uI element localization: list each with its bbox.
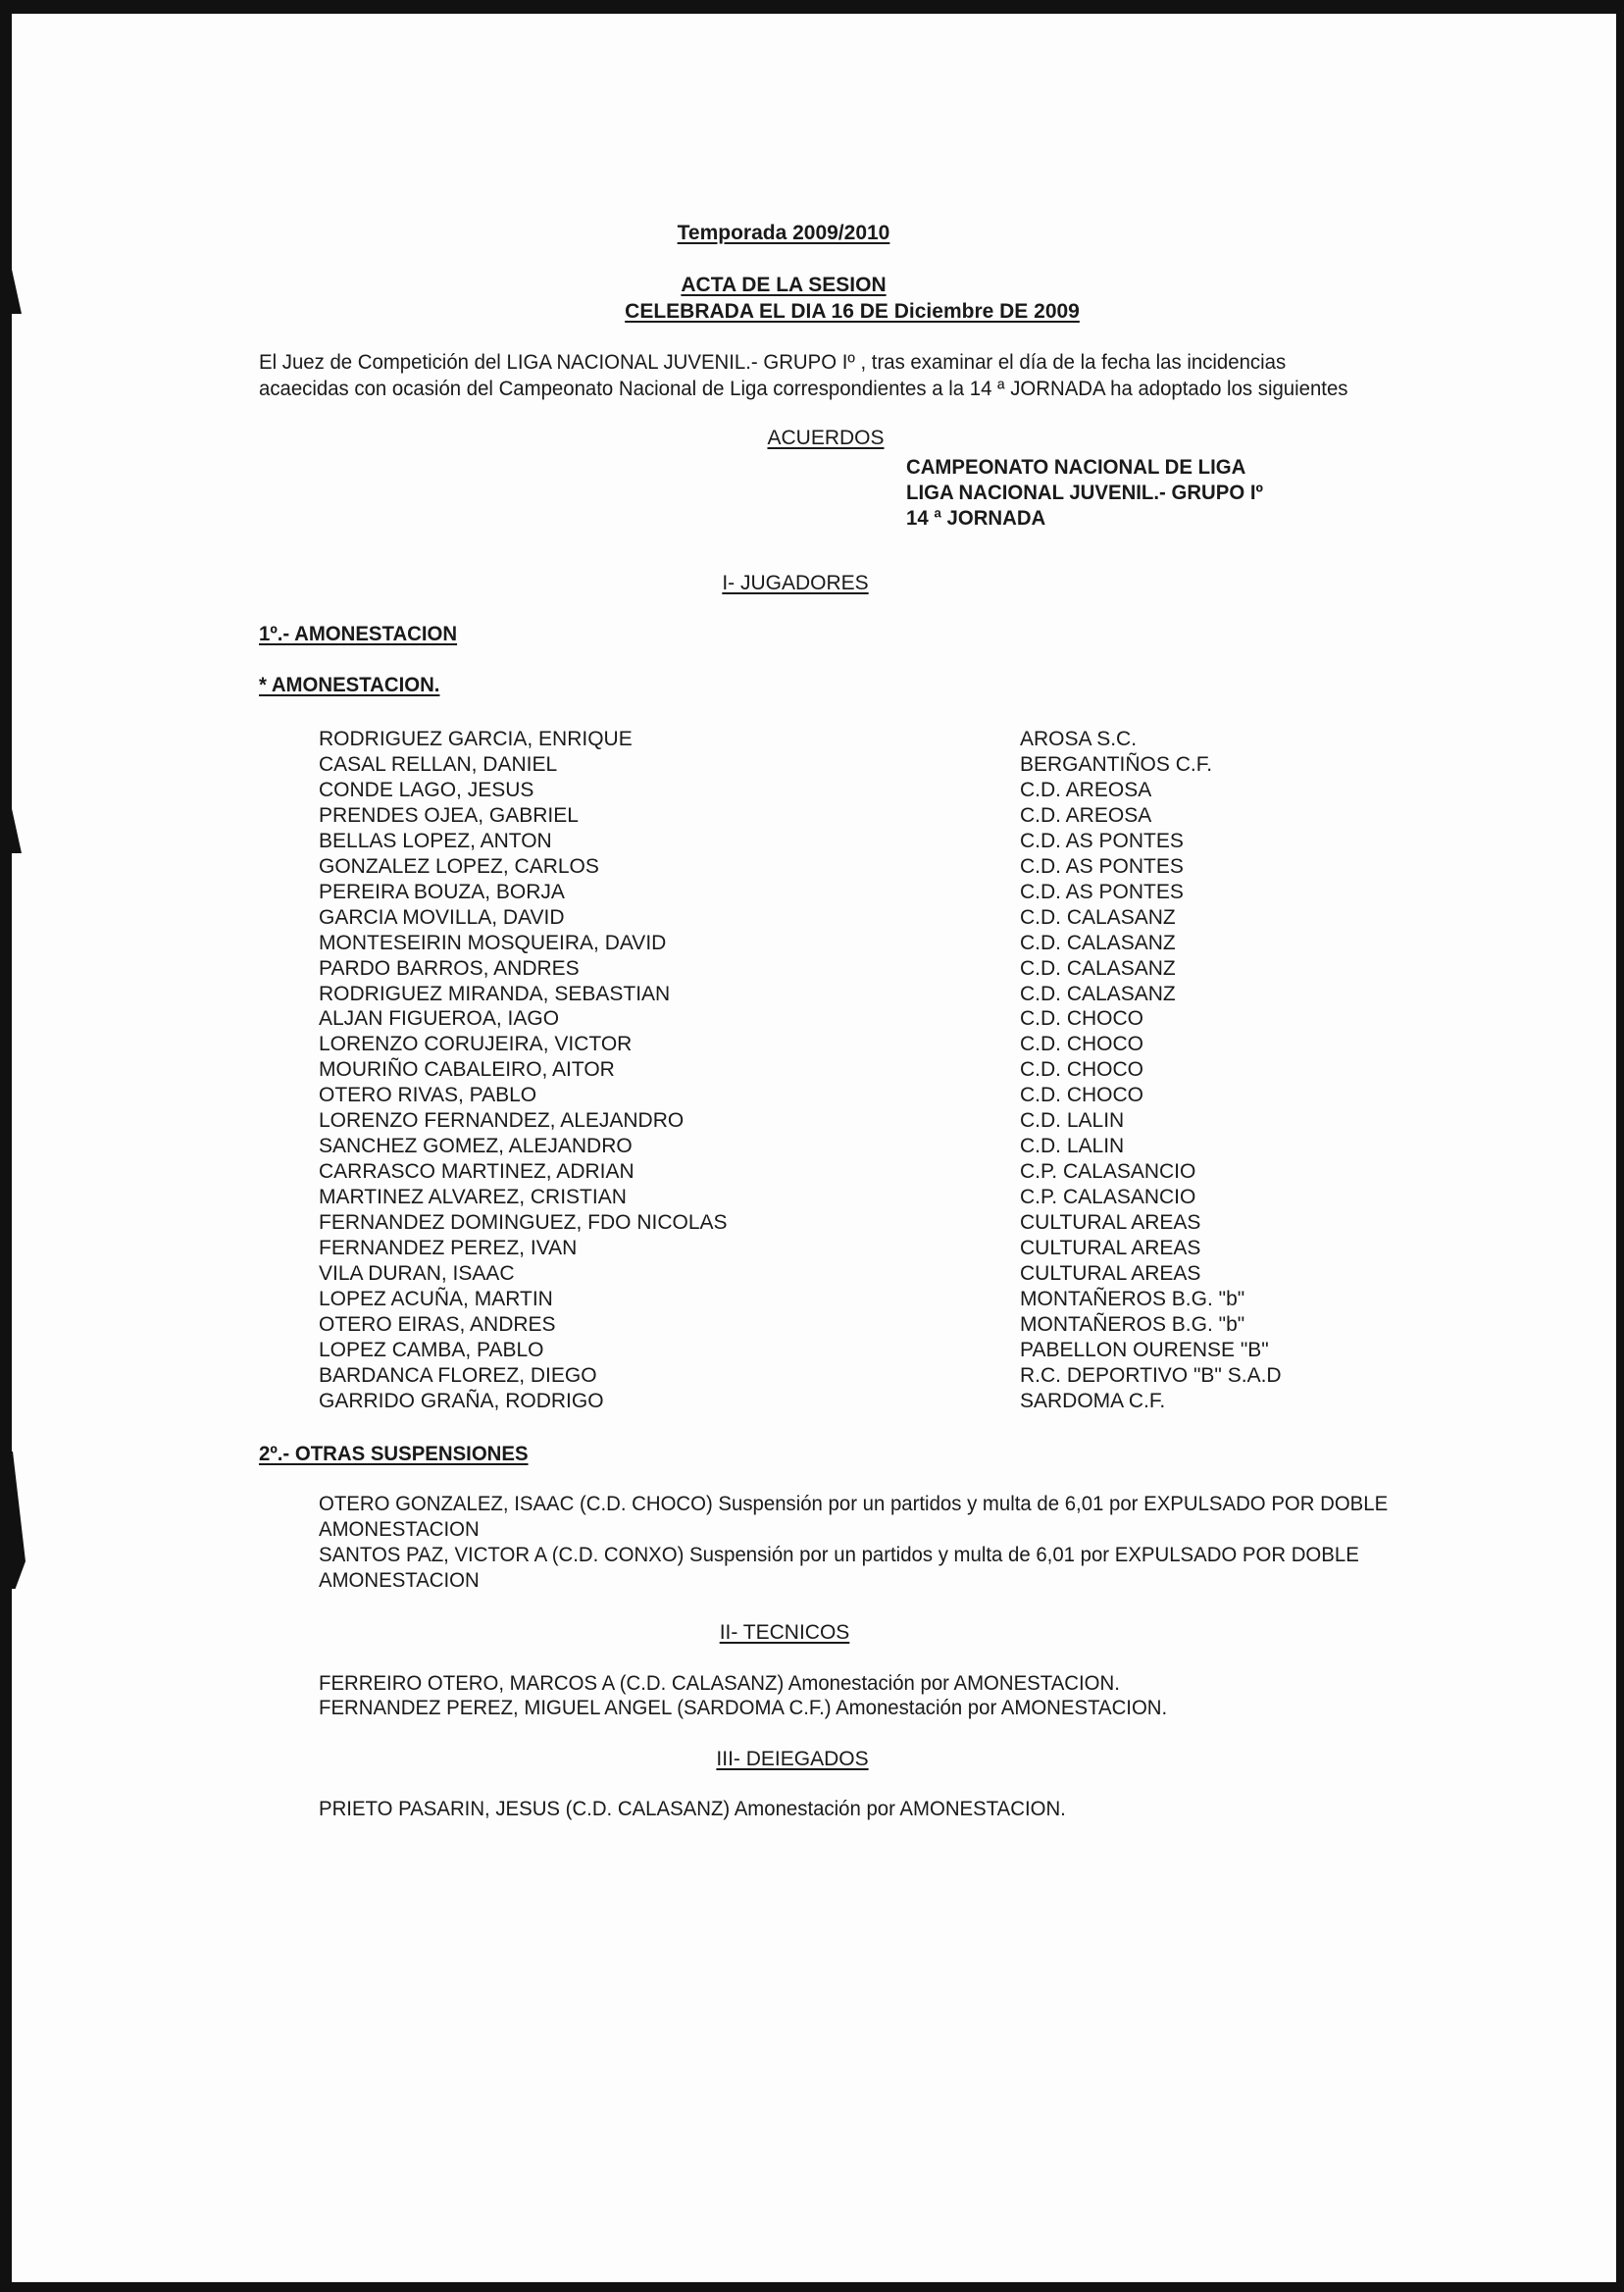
player-name: RODRIGUEZ GARCIA, ENRIQUE	[319, 728, 633, 750]
player-name: LORENZO FERNANDEZ, ALEJANDRO	[319, 1109, 685, 1133]
player-row	[319, 905, 1496, 931]
suspension-line: AMONESTACION	[319, 1569, 480, 1592]
player-row	[319, 1032, 1496, 1057]
player-club: C.D. LALIN	[1020, 1109, 1125, 1133]
player-row	[319, 880, 1496, 905]
suspension-line: SANTOS PAZ, VICTOR A (C.D. CONXO) Suspensión por un partidos y multa de 6,01 por EXPULSADO POR DOBLE	[319, 1544, 1359, 1566]
competition-line: CAMPEONATO NACIONAL DE LIGA	[906, 456, 1246, 479]
player-club: C.D. CHOCO	[1020, 1058, 1143, 1082]
player-name: LORENZO CORUJEIRA, VICTOR	[319, 1033, 633, 1056]
player-club: C.D. CALASANZ	[1020, 931, 1176, 954]
suspension-line: OTERO GONZALEZ, ISAAC (C.D. CHOCO) Suspensión por un partidos y multa de 6,01 por EXPULSADO POR DOBLE	[319, 1493, 1389, 1515]
player-row	[319, 931, 1496, 956]
player-club: C.D. CALASANZ	[1020, 905, 1176, 929]
player-row	[319, 1312, 1496, 1338]
competition-line: 14 ª JORNADA	[906, 507, 1046, 530]
player-name: BELLAS LOPEZ, ANTON	[319, 829, 552, 852]
player-row	[319, 1338, 1496, 1363]
player-row	[319, 1236, 1496, 1261]
player-club: C.D. CHOCO	[1020, 1084, 1143, 1107]
player-club: MONTAÑEROS B.G. "b"	[1020, 1312, 1245, 1336]
player-name: PRENDES OJEA, GABRIEL	[319, 803, 579, 827]
player-row	[319, 778, 1496, 803]
intro-line: El Juez de Competición del LIGA NACIONAL JUVENIL.- GRUPO Iº , tras examinar el día de la fecha las incidencias	[259, 351, 1287, 374]
player-row	[319, 1210, 1496, 1236]
player-club: PABELLON OURENSE "B"	[1020, 1338, 1269, 1361]
player-row	[319, 1363, 1496, 1389]
player-name: MONTESEIRIN MOSQUEIRA, DAVID	[319, 931, 667, 954]
player-row	[319, 854, 1496, 880]
player-club: C.D. CHOCO	[1020, 1007, 1143, 1031]
player-row	[319, 1261, 1496, 1287]
player-row	[319, 1389, 1496, 1414]
player-club: C.D. CALASANZ	[1020, 956, 1176, 980]
player-name: SANCHEZ GOMEZ, ALEJANDRO	[319, 1135, 633, 1158]
player-name: VILA DURAN, ISAAC	[319, 1262, 515, 1286]
player-name: CARRASCO MARTINEZ, ADRIAN	[319, 1160, 634, 1184]
jugadores-heading: I- JUGADORES	[722, 572, 869, 594]
player-name: MOURIÑO CABALEIRO, AITOR	[319, 1058, 615, 1082]
player-name: FERNANDEZ PEREZ, IVAN	[319, 1237, 578, 1260]
player-row	[319, 1159, 1496, 1185]
player-club: R.C. DEPORTIVO "B" S.A.D	[1020, 1363, 1282, 1387]
player-club: BERGANTIÑOS C.F.	[1020, 752, 1213, 776]
player-row	[319, 1134, 1496, 1159]
player-club: C.P. CALASANCIO	[1020, 1160, 1196, 1184]
section-amonestacion: 1º.- AMONESTACION	[259, 623, 458, 645]
player-club: CULTURAL AREAS	[1020, 1262, 1201, 1286]
player-row	[319, 1083, 1496, 1108]
player-club: SARDOMA C.F.	[1020, 1389, 1166, 1412]
section-otras-suspensiones: 2º.- OTRAS SUSPENSIONES	[259, 1443, 529, 1465]
player-club: AROSA S.C.	[1020, 728, 1138, 750]
session-date: CELEBRADA EL DIA 16 DE Diciembre DE 2009	[625, 300, 1080, 323]
player-name: LOPEZ CAMBA, PABLO	[319, 1338, 544, 1361]
player-club: C.D. AREOSA	[1020, 803, 1152, 827]
suspension-line: AMONESTACION	[319, 1518, 480, 1541]
player-row	[319, 1185, 1496, 1210]
player-name: FERNANDEZ DOMINGUEZ, FDO NICOLAS	[319, 1211, 728, 1235]
subsection-amonestacion: * AMONESTACION.	[259, 674, 440, 696]
player-row	[319, 1057, 1496, 1083]
player-row	[319, 1108, 1496, 1134]
player-row	[319, 956, 1496, 982]
player-name: PARDO BARROS, ANDRES	[319, 956, 580, 980]
player-club: MONTAÑEROS B.G. "b"	[1020, 1287, 1245, 1310]
player-name: CONDE LAGO, JESUS	[319, 778, 534, 801]
acuerdos-heading: ACUERDOS	[767, 427, 885, 449]
competition-line: LIGA NACIONAL JUVENIL.- GRUPO Iº	[906, 482, 1263, 504]
player-club: C.D. LALIN	[1020, 1135, 1125, 1158]
intro-line: acaecidas con ocasión del Campeonato Nacional de Liga correspondientes a la 14 ª JORNADA ha adoptado los siguientes	[259, 378, 1348, 400]
player-name: MARTINEZ ALVAREZ, CRISTIAN	[319, 1186, 627, 1209]
acta-title: ACTA DE LA SESION	[681, 274, 887, 296]
player-row	[319, 752, 1496, 778]
player-name: PEREIRA BOUZA, BORJA	[319, 880, 565, 903]
player-club: C.D. AS PONTES	[1020, 829, 1184, 852]
player-name: RODRIGUEZ MIRANDA, SEBASTIAN	[319, 982, 671, 1005]
player-row	[319, 803, 1496, 829]
players-list	[319, 727, 1496, 1414]
player-row	[319, 1006, 1496, 1032]
player-club: C.D. AS PONTES	[1020, 854, 1184, 878]
player-name: BARDANCA FLOREZ, DIEGO	[319, 1363, 597, 1387]
player-name: CASAL RELLAN, DANIEL	[319, 752, 558, 776]
delegados-heading: III- DEIEGADOS	[716, 1748, 869, 1770]
player-club: C.D. CHOCO	[1020, 1033, 1143, 1056]
player-row	[319, 727, 1496, 752]
player-row	[319, 982, 1496, 1007]
player-club: CULTURAL AREAS	[1020, 1211, 1201, 1235]
delegado-line: PRIETO PASARIN, JESUS (C.D. CALASANZ) Amonestación por AMONESTACION.	[319, 1798, 1066, 1820]
player-name: GONZALEZ LOPEZ, CARLOS	[319, 854, 599, 878]
tecnicos-heading: II- TECNICOS	[719, 1621, 850, 1644]
player-club: C.P. CALASANCIO	[1020, 1186, 1196, 1209]
player-club: C.D. AS PONTES	[1020, 880, 1184, 903]
tecnico-line: FERNANDEZ PEREZ, MIGUEL ANGEL (SARDOMA C.F.) Amonestación por AMONESTACION.	[319, 1697, 1168, 1719]
player-name: OTERO RIVAS, PABLO	[319, 1084, 537, 1107]
player-club: C.D. CALASANZ	[1020, 982, 1176, 1005]
season-title: Temporada 2009/2010	[677, 222, 890, 244]
player-club: C.D. AREOSA	[1020, 778, 1152, 801]
player-club: CULTURAL AREAS	[1020, 1237, 1201, 1260]
player-name: LOPEZ ACUÑA, MARTIN	[319, 1287, 553, 1310]
player-row	[319, 829, 1496, 854]
player-row	[319, 1287, 1496, 1312]
player-name: GARRIDO GRAÑA, RODRIGO	[319, 1389, 604, 1412]
player-name: OTERO EIRAS, ANDRES	[319, 1312, 556, 1336]
player-name: ALJAN FIGUEROA, IAGO	[319, 1007, 560, 1031]
tecnico-line: FERREIRO OTERO, MARCOS A (C.D. CALASANZ) Amonestación por AMONESTACION.	[319, 1672, 1120, 1695]
player-name: GARCIA MOVILLA, DAVID	[319, 905, 565, 929]
